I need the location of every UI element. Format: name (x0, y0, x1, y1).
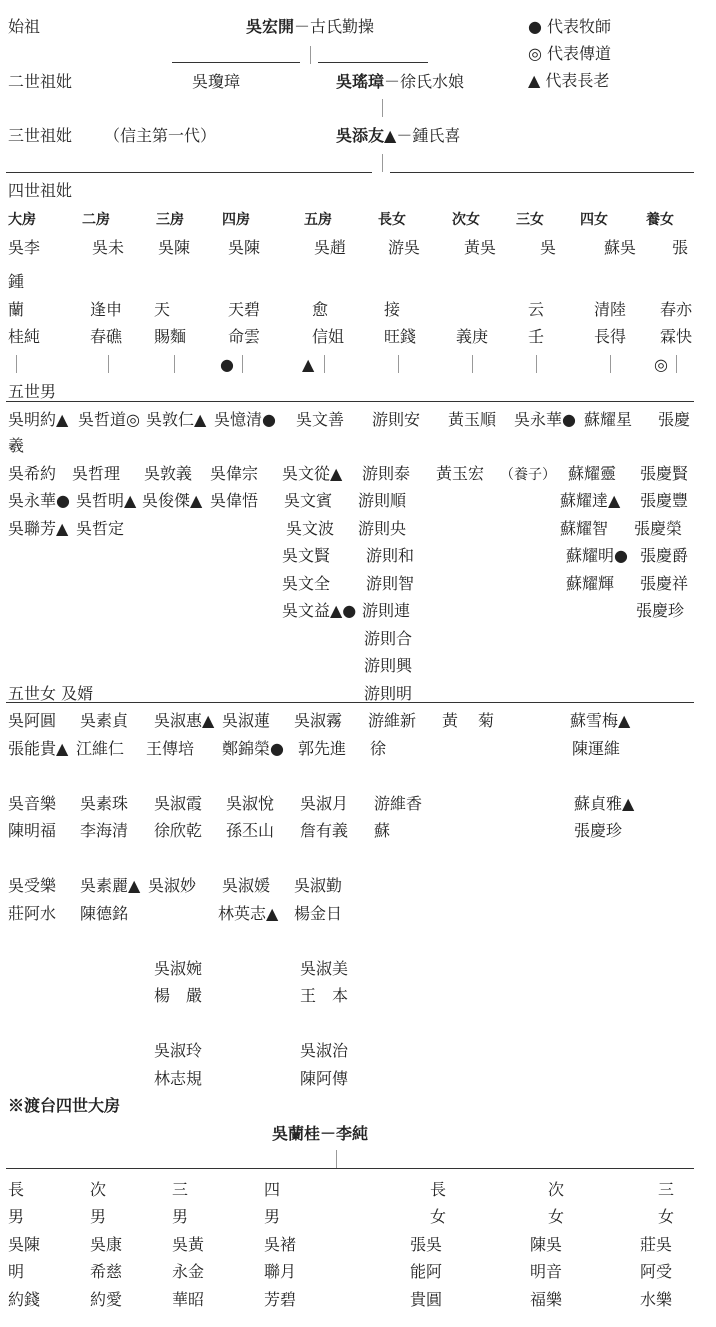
gen4-tick (324, 355, 325, 373)
pastor-mark: ● (220, 355, 234, 374)
gen5-male: 吳聯芳▲ (8, 519, 69, 538)
gen5-daughter: 吳素貞 (80, 711, 129, 730)
gen4-given: 旺錢 (384, 327, 417, 346)
branch-col-head: 長 (8, 1180, 25, 1199)
gen5-son-in-law: 鄭錦榮● (222, 739, 284, 758)
gen5-daughter: 菊 (478, 711, 495, 730)
gen5-male-note: （養子） (500, 467, 556, 483)
gen5-male: 吳明約▲ (8, 410, 69, 429)
gen5-male: 吳文從▲ (282, 464, 343, 483)
branch-name: 福樂 (530, 1290, 563, 1309)
legend-evangelist: ◎ 代表傳道 (528, 44, 612, 63)
founder-name: 吳宏開－古氏勤操 (246, 17, 375, 36)
branch-name: 永金 (172, 1262, 205, 1281)
gen5-male: 張慶賢 (640, 464, 689, 483)
gen5-male: 吳永華● (8, 491, 70, 510)
gen4-tick (174, 355, 175, 373)
gen5-son-in-law: 林英志▲ (218, 904, 279, 923)
gen4-given: 義庚 (456, 327, 489, 346)
gen4-surname: 游吳 (388, 238, 421, 257)
evangelist-mark: ◎ (654, 355, 668, 374)
branch-couple: 吳蘭桂－李純 (272, 1124, 369, 1143)
gen5-son-in-law: 詹有義 (300, 821, 349, 840)
gen4-role: 大房 (8, 212, 36, 228)
gen5-male: 吳文益▲● (282, 601, 357, 620)
gen5-son-in-law: 陳德銘 (80, 904, 129, 923)
gen5-male: 蘇耀輝 (566, 574, 615, 593)
gen5-daughter: 蘇貞雅▲ (574, 794, 635, 813)
gen5-son-in-law: 李海清 (80, 821, 129, 840)
gen4-role: 五房 (304, 212, 332, 228)
branch-col-head: 次 (90, 1180, 107, 1199)
branch-name: 聯月 (264, 1262, 297, 1281)
branch-name: 陳吳 (530, 1235, 563, 1254)
gen5-daughter: 游維新 (368, 711, 417, 730)
gen4-given: 接 (384, 300, 401, 319)
gen2-connector (382, 99, 383, 117)
gen5-son-in-law: 張慶珍 (574, 821, 623, 840)
gen5-male: 張慶豐 (640, 491, 689, 510)
gen5-male: 蘇耀靈 (568, 464, 617, 483)
gen5-daughter: 吳淑媛 (222, 876, 271, 895)
gen5-male: 吳偉悟 (210, 491, 259, 510)
gen3-main: 吳添友▲－鍾氏喜 (336, 126, 461, 145)
gen4-surname: 蘇吳 (604, 238, 637, 257)
gen5-daughter: 吳淑美 (300, 959, 349, 978)
gen5-daughter: 吳淑悅 (226, 794, 275, 813)
branch-name: 華昭 (172, 1290, 205, 1309)
gen1-right-line (318, 62, 428, 63)
branch-name: 貴圓 (410, 1290, 443, 1309)
gen5-daughter: 吳淑治 (300, 1041, 349, 1060)
gen5-daughter: 游維香 (374, 794, 423, 813)
gen5-male: 吳俊傑▲ (142, 491, 203, 510)
branch-name: 吳黃 (172, 1235, 205, 1254)
gen5-male: 吳哲理 (72, 464, 121, 483)
gen4-given: 天碧 (228, 300, 261, 319)
gen5-male: 游則安 (372, 410, 421, 429)
gen5-male: 張慶榮 (634, 519, 683, 538)
gen5-male: 游則連 (362, 601, 411, 620)
gen5-male: 游則智 (366, 574, 415, 593)
gen4-extra: 鍾 (8, 272, 25, 291)
gen5-male: 游則合 (364, 629, 413, 648)
gen5-male: 吳哲明▲ (76, 491, 137, 510)
gen5-son-in-law: 江維仁 (76, 739, 125, 758)
gen4-given: 逢申 (90, 300, 123, 319)
branch-col-head: 女 (548, 1207, 565, 1226)
gen4-given: 信姐 (312, 327, 345, 346)
gen5-son-in-law: 王 本 (300, 986, 349, 1005)
gen5-female-line (6, 702, 694, 703)
gen2-label: 二世祖妣 (8, 72, 73, 91)
gen4-given: 春亦 (660, 300, 693, 319)
gen1-connector (310, 46, 311, 64)
branch-connector (336, 1150, 337, 1168)
gen5-male-label: 五世男 (8, 382, 57, 401)
gen3-label: 三世祖妣 (8, 126, 73, 145)
gen4-given: 霖快 (660, 327, 693, 346)
gen2-sibling: 吳瓊璋 (192, 72, 241, 91)
gen5-male: 吳希約 (8, 464, 57, 483)
branch-name: 吳康 (90, 1235, 123, 1254)
gen4-surname: 吳陳 (158, 238, 191, 257)
gen1-label: 始祖 (8, 17, 41, 36)
branch-col-head: 男 (264, 1207, 281, 1226)
gen4-role: 三女 (516, 212, 544, 228)
gen5-male: 吳文賢 (282, 546, 331, 565)
gen4-surname: 吳未 (92, 238, 125, 257)
branch-name: 能阿 (410, 1262, 443, 1281)
gen5-male: 吳敦仁▲ (146, 410, 207, 429)
gen4-tick (16, 355, 17, 373)
gen5-son-in-law: 徐欣乾 (154, 821, 203, 840)
gen4-tick (242, 355, 243, 373)
gen4-role: 三房 (156, 212, 184, 228)
gen4-role: 次女 (452, 212, 480, 228)
gen5-daughter: 黃 (442, 711, 459, 730)
branch-name: 吳褚 (264, 1235, 297, 1254)
gen4-given: 桂純 (8, 327, 41, 346)
gen5-daughter: 吳素麗▲ (80, 876, 141, 895)
gen5-male: 吳文全 (282, 574, 331, 593)
gen4-role: 長女 (378, 212, 406, 228)
gen5-son-in-law: 郭先進 (298, 739, 347, 758)
gen5-male: 吳敦義 (144, 464, 193, 483)
gen5-daughter: 吳淑惠▲ (154, 711, 215, 730)
gen4-given: 清陸 (594, 300, 627, 319)
gen4-surname: 吳李 (8, 238, 41, 257)
gen4-given: 命雲 (228, 327, 261, 346)
gen5-male: 張慶珍 (636, 601, 685, 620)
gen5-male: 張慶祥 (640, 574, 689, 593)
gen5-daughter: 吳阿圓 (8, 711, 57, 730)
gen5-male: 吳憶清● (214, 410, 276, 429)
branch-line (6, 1168, 694, 1169)
gen5-male: 張慶 (658, 410, 691, 429)
gen4-given: 蘭 (8, 300, 25, 319)
gen5-female-label: 五世女 及婿 (8, 684, 94, 703)
gen4-surname: 吳趙 (314, 238, 347, 257)
gen5-son-in-law: 楊 嚴 (154, 986, 203, 1005)
gen5-son-in-law: 徐 (370, 739, 387, 758)
gen4-surname: 吳 (540, 238, 557, 257)
branch-name: 明 (8, 1262, 25, 1281)
branch-name: 明音 (530, 1262, 563, 1281)
gen4-tick (398, 355, 399, 373)
gen5-son-in-law: 張能貴▲ (8, 739, 69, 758)
legend-pastor: ● 代表牧師 (528, 17, 612, 36)
gen5-male: 蘇耀星 (584, 410, 633, 429)
gen5-daughter: 吳淑霞 (154, 794, 203, 813)
gen4-tick (472, 355, 473, 373)
gen4-given: 愈 (312, 300, 329, 319)
gen5-daughter: 蘇雪梅▲ (570, 711, 631, 730)
gen5-male: 游則和 (366, 546, 415, 565)
gen5-male: 吳哲定 (76, 519, 125, 538)
branch-name: 芳碧 (264, 1290, 297, 1309)
gen5-son-in-law: 孫丕山 (226, 821, 275, 840)
branch-name: 吳陳 (8, 1235, 41, 1254)
branch-title: ※渡台四世大房 (8, 1096, 121, 1115)
gen5-son-in-law: 蘇 (374, 821, 391, 840)
gen5-male: 蘇耀智 (560, 519, 609, 538)
branch-name: 水樂 (640, 1290, 673, 1309)
gen5-son-in-law: 陳運維 (572, 739, 621, 758)
gen4-role: 養女 (646, 212, 674, 228)
gen5-male: 黃玉順 (448, 410, 497, 429)
branch-col-head: 三 (658, 1180, 675, 1199)
gen5-male: 蘇耀明● (566, 546, 628, 565)
gen5-daughter: 吳淑玲 (154, 1041, 203, 1060)
gen5-daughter: 吳淑婉 (154, 959, 203, 978)
gen5-son-in-law: 楊金日 (294, 904, 343, 923)
gen5-daughter: 吳淑勤 (294, 876, 343, 895)
branch-col-head: 男 (172, 1207, 189, 1226)
gen4-surname: 吳陳 (228, 238, 261, 257)
gen5-daughter: 吳受樂 (8, 876, 57, 895)
gen5-male: 吳文波 (286, 519, 335, 538)
gen3-note: （信主第一代） (104, 126, 217, 145)
gen5-son-in-law: 陳明福 (8, 821, 57, 840)
gen5-daughter: 吳淑霧 (294, 711, 343, 730)
branch-col-head: 男 (90, 1207, 107, 1226)
gen5-male: 吳文賓 (284, 491, 333, 510)
gen4-given: 賜麵 (154, 327, 187, 346)
gen4-given: 壬 (528, 327, 545, 346)
gen5-son-in-law: 王傳培 (146, 739, 195, 758)
gen5-male: 吳文善 (296, 410, 345, 429)
gen5-male: 黃玉宏 (436, 464, 485, 483)
gen5-male: 吳永華● (514, 410, 576, 429)
gen5-daughter: 吳淑蓮 (222, 711, 271, 730)
elder-mark: ▲ (302, 355, 315, 374)
gen5-male: 張慶爵 (640, 546, 689, 565)
branch-col-head: 長 (430, 1180, 447, 1199)
gen4-given: 春礁 (90, 327, 123, 346)
branch-col-head: 女 (658, 1207, 675, 1226)
gen5-daughter: 吳淑妙 (148, 876, 197, 895)
gen4-surname: 黃吳 (464, 238, 497, 257)
gen5-male: 吳哲道◎ (78, 410, 140, 429)
branch-col-head: 女 (430, 1207, 447, 1226)
gen4-role: 四女 (580, 212, 608, 228)
gen5-daughter: 吳音樂 (8, 794, 57, 813)
gen4-given: 天 (154, 300, 171, 319)
gen1-left-line (172, 62, 300, 63)
gen5-male: 游則央 (358, 519, 407, 538)
gen5-male: 游則興 (364, 656, 413, 675)
gen2-main: 吳瑤璋－徐氏水娘 (336, 72, 465, 91)
gen3-right-line (390, 172, 694, 173)
branch-name: 莊吳 (640, 1235, 673, 1254)
gen5-male: 游則明 (364, 684, 413, 703)
gen5-male-line (6, 401, 694, 402)
gen4-tick (536, 355, 537, 373)
gen5-male: 羲 (8, 436, 25, 455)
branch-name: 約愛 (90, 1290, 123, 1309)
gen5-daughter: 吳素珠 (80, 794, 129, 813)
branch-name: 希慈 (90, 1262, 123, 1281)
branch-name: 張吳 (410, 1235, 443, 1254)
branch-name: 阿受 (640, 1262, 673, 1281)
gen4-tick (676, 355, 677, 373)
gen3-left-line (6, 172, 372, 173)
gen5-male: 游則泰 (362, 464, 411, 483)
gen5-daughter: 吳淑月 (300, 794, 349, 813)
gen3-connector (382, 154, 383, 172)
gen4-role: 四房 (222, 212, 250, 228)
gen5-male: 游則順 (358, 491, 407, 510)
gen5-male: 吳偉宗 (210, 464, 259, 483)
branch-col-head: 三 (172, 1180, 189, 1199)
gen4-given: 長得 (594, 327, 627, 346)
gen5-male: 蘇耀達▲ (560, 491, 621, 510)
gen5-son-in-law: 莊阿水 (8, 904, 57, 923)
legend-elder: ▲ 代表長老 (528, 71, 610, 90)
gen4-label: 四世祖妣 (8, 181, 73, 200)
gen4-given: 云 (528, 300, 545, 319)
gen4-surname: 張 (672, 238, 689, 257)
gen4-tick (610, 355, 611, 373)
gen4-tick (108, 355, 109, 373)
gen5-son-in-law: 林志規 (154, 1069, 203, 1088)
gen5-son-in-law: 陳阿傳 (300, 1069, 349, 1088)
branch-col-head: 次 (548, 1180, 565, 1199)
gen4-role: 二房 (82, 212, 110, 228)
branch-name: 約錢 (8, 1290, 41, 1309)
branch-col-head: 男 (8, 1207, 25, 1226)
branch-col-head: 四 (264, 1180, 281, 1199)
